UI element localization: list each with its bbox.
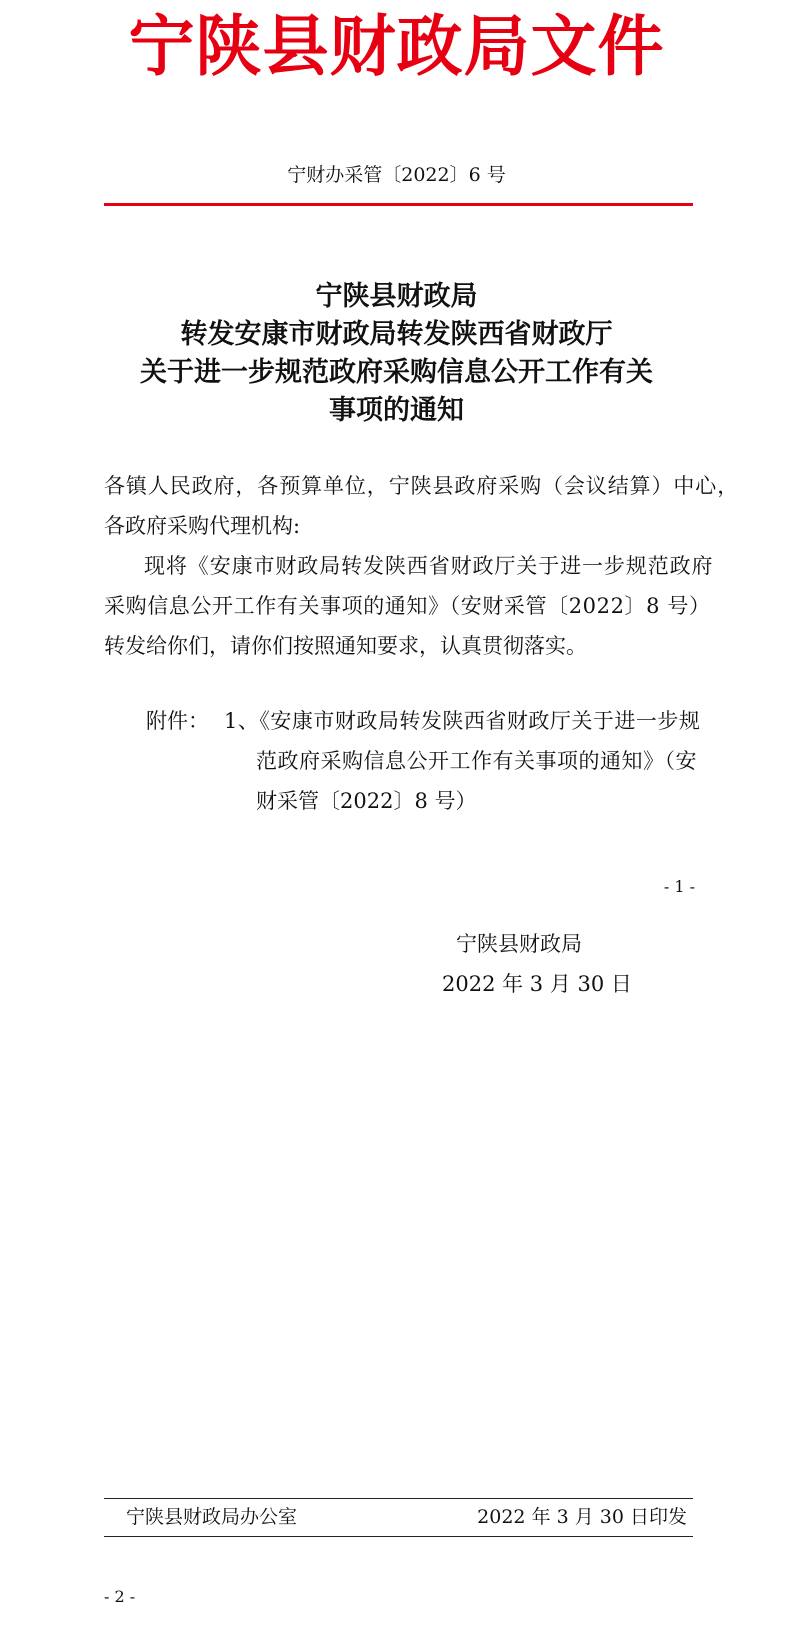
page-number-2: - 2 - — [104, 1587, 136, 1606]
title-line-4: 事项的通知 — [329, 395, 464, 426]
attachment-line-2: 范政府采购信息公开工作有关事项的通知》（安 — [256, 749, 697, 773]
addressee-line-2: 各政府采购代理机构: — [104, 514, 301, 538]
signature-organization: 宁陕县财政局 — [456, 932, 582, 956]
footer-bottom-rule — [104, 1536, 693, 1537]
body-paragraph-line-3: 转发给你们，请你们按照通知要求，认真贯彻落实。 — [104, 634, 587, 658]
attachment-line-3: 财采管〔2022〕8 号） — [256, 789, 477, 813]
document-number: 宁财办采管〔2022〕6 号 — [287, 164, 506, 186]
signature-date: 2022 年 3 月 30 日 — [442, 972, 632, 996]
page-number-1: - 1 - — [663, 877, 695, 896]
footer-issuer: 宁陕县财政局办公室 — [126, 1506, 298, 1528]
body-paragraph-line-2: 采购信息公开工作有关事项的通知》（安财采管〔2022〕8 号） — [104, 594, 711, 618]
attachment-line-1: 1、《安康市财政局转发陕西省财政厅关于进一步规 — [224, 709, 701, 733]
attachment-label: 附件： — [146, 709, 209, 733]
title-line-3: 关于进一步规范政府采购信息公开工作有关 — [140, 357, 653, 388]
body-paragraph-line-1: 现将《安康市财政局转发陕西省财政厅关于进一步规范政府 — [144, 554, 714, 578]
document-title — [0, 278, 793, 430]
title-line-1: 宁陕县财政局 — [315, 281, 478, 312]
masthead-title: 宁陕县财政局文件 — [128, 7, 665, 85]
title-line-2: 转发安康市财政局转发陕西省财政厅 — [180, 319, 613, 350]
red-separator-line — [104, 203, 693, 206]
footer-print-date: 2022 年 3 月 30 日印发 — [477, 1506, 687, 1528]
footer-top-rule — [104, 1498, 693, 1499]
addressee-line-1: 各镇人民政府，各预算单位，宁陕县政府采购（会议结算）中心， — [104, 474, 740, 498]
